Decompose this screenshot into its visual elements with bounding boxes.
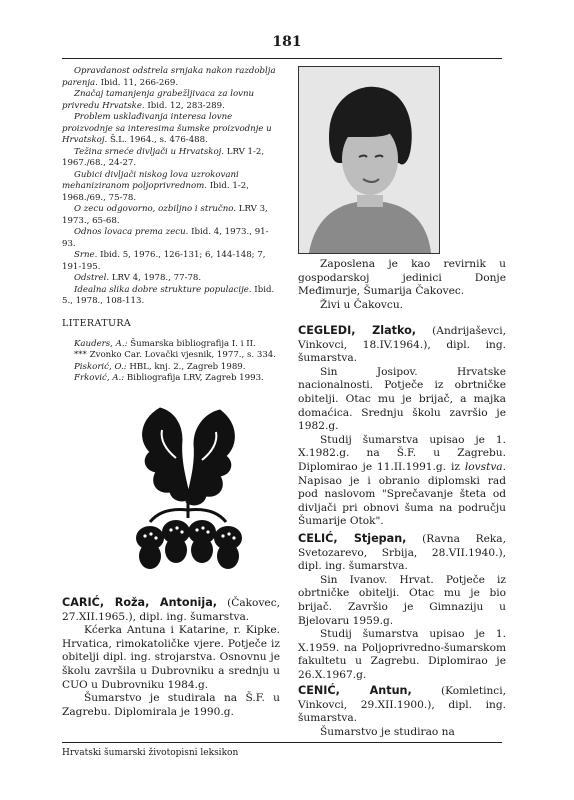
literatura-source: Zvonko Car. Lovački vjesnik, 1977., s. 334. (89, 350, 277, 360)
literatura-item (62, 373, 280, 385)
entry-caric-birth: (Čakovec, 27.XII.1965.), dipl. ing. šumarstva. (62, 597, 280, 623)
entry-celic-birth: (Ravna Reka, Svetozarevo, Srbija, 28.VII.1940.), dipl. ing. šumarstva. (298, 533, 506, 573)
entry-cenic (298, 684, 506, 739)
literatura-item (62, 350, 280, 362)
reference-item (62, 170, 280, 205)
literatura-author: *** (74, 350, 90, 360)
entry-cenic-intro (298, 684, 506, 726)
literatura-author: Piskorić, O.: (74, 361, 127, 372)
entry-caric-name: CARIĆ, Roža, Antonija, (62, 596, 218, 609)
entry-cegledi-birth: (Andrijaševci, Vinkovci, 18.IV.1964.), dipl. ing. šumarstva. (298, 325, 506, 365)
literatura-item (62, 339, 280, 351)
reference-source: Ibid. 4, 1973., 91-93. (62, 227, 269, 249)
reference-source: Ibid. 12, 283-289. (144, 100, 225, 111)
entry-caric-residence: Živi u Čakovcu. (320, 298, 404, 311)
left-column (62, 66, 280, 385)
entry-celic-intro (298, 532, 506, 574)
reference-item (62, 285, 280, 308)
reference-source: Š.L. 1964., s. 476-488. (107, 135, 208, 145)
bibliography-list (62, 66, 280, 308)
reference-title: O zecu odgovorno, ozbiljno i stručno. (74, 204, 237, 214)
literatura-source: Šumarska bibliografija I. i II. (127, 338, 256, 349)
entry-cegledi-field: lovstva (464, 460, 503, 473)
reference-item (62, 89, 280, 112)
entry-celic-name: CELIĆ, Stjepan, (298, 532, 407, 545)
entry-caric-studies: Šumarstvo je studirala na Š.F. u Zagrebu. Diplomirala je 1990.g. (62, 692, 280, 718)
reference-source: LRV 4, 1978., 77-78. (109, 273, 202, 283)
literatura-item (62, 362, 280, 374)
reference-item (62, 273, 280, 285)
reference-title: Idealna slika dobre strukture populacije. (74, 284, 252, 295)
reference-title: Srne. (74, 250, 98, 260)
literatura-heading: LITERATURA (62, 317, 132, 329)
entry-cegledi-intro (298, 324, 506, 366)
reference-source: Ibid. 5, 1976., 126-131; 6, 144-148; 7, 191-195. (62, 250, 266, 272)
entry-cegledi-studies-text: Studij šumarstva upisao je 1. X.1982.g. na Š.F. u Zagrebu. Diplomirao je 11.II.1991.g. iz (298, 433, 506, 473)
reference-item (62, 227, 280, 250)
reference-source: LRV 3, 1973., 65-68. (62, 204, 268, 226)
reference-title: Gubici divljači niskog lova uzrokovani mehaniziranom poljoprivrednom. (62, 169, 239, 191)
entry-celic-family: Sin Ivanov. Hrvat. Potječe iz obrtničke obitelji. Otac mu je bio brijač. Završio je Gimnaziju u Bjelovaru 1959.g. (298, 573, 506, 627)
reference-source: Ibid. 5., 1978., 108-113. (62, 284, 275, 306)
reference-title: Težina srneće divljači u Hrvatskoj. (74, 146, 225, 157)
entry-celic-studies: Studij šumarstva upisao je 1. X.1959. na Poljoprivredno-šumarskom fakultetu u Zagrebu. Diplomirao je 26.X.1967.g. (298, 628, 506, 681)
header-rule (62, 58, 502, 59)
reference-item (62, 66, 280, 89)
reference-title: Opravdanost odstrela srnjaka nakon razdoblja parenja. (62, 66, 276, 88)
entry-cenic-studies: Šumarstvo je studirao na (320, 725, 455, 738)
entry-cegledi-studies (298, 434, 506, 529)
entry-caric (62, 596, 280, 719)
entry-caric-intro (62, 596, 280, 624)
reference-source: Ibid. 11, 266-269. (97, 77, 179, 88)
entry-cenic-birth: (Komletinci, Vinkovci, 29.XII.1900.), dipl. ing. šumarstva. (298, 685, 507, 725)
literatura-source: Bibliografija LRV, Zagreb 1993. (124, 373, 264, 383)
reference-item (62, 204, 280, 227)
literatura-author: Kauders, A.: (74, 338, 128, 349)
page-number: 181 (272, 34, 302, 50)
entry-cegledi-family: Sin Josipov. Hrvatske nacionalnosti. Potječe iz obrtničke obitelji. Otac mu je brijač, a majka domaćica. Srednju školu završio je 1982.g. (298, 365, 506, 433)
entry-celic (298, 532, 506, 683)
reference-item (62, 147, 280, 170)
literatura-author: Frković, A.: (74, 373, 125, 383)
reference-source: LRV 1-2, 1967./68., 24-27. (62, 146, 265, 168)
oak-ornament-icon (120, 400, 256, 580)
entry-cenic-name: CENIĆ, Antun, (298, 684, 412, 697)
reference-title: Značaj tamanjenja grabežljivaca za lovnu privredu Hrvatske. (62, 89, 255, 111)
entry-cegledi-name: CEGLEDI, Zlatko, (298, 324, 417, 337)
reference-title: Problem usklađivanja interesa lovne proizvodnje sa interesima šumske proizvodnje u Hrvatskoj. (62, 112, 272, 145)
entry-caric-continued (298, 258, 506, 312)
reference-title: Odstrel. (74, 273, 110, 283)
reference-item (62, 250, 280, 273)
footer-rule (62, 742, 502, 743)
entry-caric-family: Kćerka Antuna i Katarine, r. Kipke. Hrvatica, rimokatoličke vjere. Potječe iz obitelji dipl. ing. strojarstva. Osnovnu je školu završila u Dubrovniku a srednju u CUO u Dubrovniku 1984.g. (62, 624, 280, 691)
reference-item (62, 112, 280, 147)
literatura-source: HBL, knj. 2., Zagreb 1989. (126, 361, 246, 372)
entry-cegledi-thesis: . Napisao je i obranio diplomski rad pod naslovom "Sprečavanje šteta od divljači pri obnovi šuma na području Šumarije Otok". (298, 460, 506, 528)
footer-title: Hrvatski šumarski životopisni leksikon (62, 748, 239, 758)
reference-title: Odnos lovaca prema zecu. (74, 227, 189, 237)
entry-cegledi (298, 324, 506, 529)
reference-source: Ibid. 1-2, 1968./69., 75-78. (62, 181, 249, 203)
literatura-list (62, 339, 280, 385)
entry-caric-employment: Zaposlena je kao revirnik u gospodarskoj jedinici Donje Međimurje, Šumarija Čakovec. (298, 258, 506, 298)
portrait-photo (298, 66, 440, 254)
portrait-image (299, 67, 439, 253)
